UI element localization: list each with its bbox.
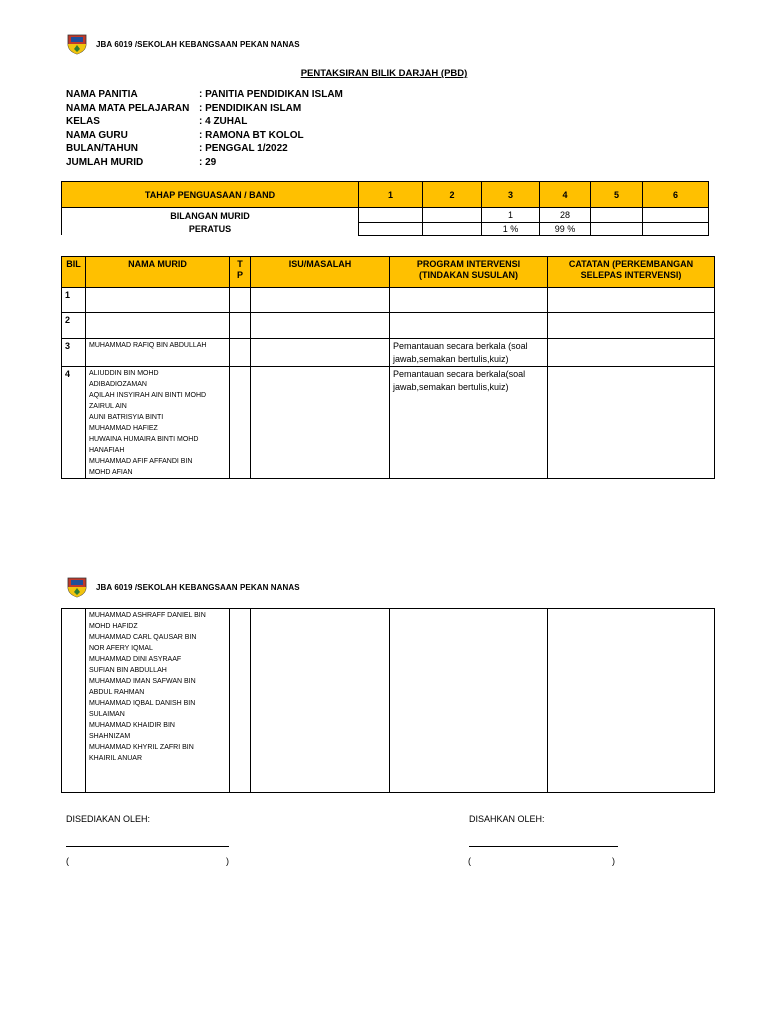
info-row	[66, 88, 343, 102]
student-table-continued	[61, 608, 715, 793]
info-block	[66, 88, 343, 169]
band-percent-cell	[359, 222, 423, 235]
row-tp	[230, 609, 251, 793]
prepared-by-signature-line	[66, 846, 229, 847]
col-tp-line2: P	[236, 270, 243, 280]
col-tp-line1: T	[237, 259, 243, 269]
row-label-bilangan: BILANGAN MURID	[62, 208, 359, 223]
col-program	[390, 257, 548, 288]
row-bil: 4	[62, 367, 86, 479]
school-crest-icon	[66, 576, 88, 598]
row-bil: 3	[62, 339, 86, 367]
row-isu	[251, 609, 390, 793]
row-names	[86, 339, 230, 367]
row-tp	[230, 367, 251, 479]
student-name: MOHD HAFIDZ	[89, 623, 138, 630]
row-catatan	[548, 288, 715, 313]
band-header: 6	[643, 182, 709, 208]
row-program	[390, 609, 548, 793]
info-label: JUMLAH MURID	[66, 156, 144, 168]
prepared-by-close-paren: )	[226, 856, 229, 866]
row-isu	[251, 367, 390, 479]
student-name: MUHAMMAD KHAIDIR BIN	[89, 722, 175, 729]
info-label: BULAN/TAHUN	[66, 143, 139, 154]
info-value: : 29	[199, 156, 217, 168]
col-nama: NAMA MURID	[86, 257, 230, 288]
student-name: MUHAMMAD IMAN SAFWAN BIN	[89, 678, 196, 685]
student-table	[61, 256, 715, 479]
student-name: MUHAMMAD AFIF AFFANDI BIN	[89, 458, 193, 465]
row-bil: 2	[62, 313, 86, 339]
row-program	[390, 288, 548, 313]
info-row	[66, 102, 343, 116]
student-name: SULAIMAN	[89, 711, 125, 718]
page-header-1	[66, 33, 300, 55]
col-isu: ISU/MASALAH	[251, 257, 390, 288]
band-header: 5	[591, 182, 643, 208]
prepared-by-open-paren: (	[66, 856, 69, 866]
student-name: ZAIRUL AIN	[89, 403, 127, 410]
info-label: KELAS	[66, 116, 100, 127]
row-program: Pemantauan secara berkala(soal jawab,semakan bertulis,kuiz)	[390, 367, 548, 479]
row-catatan	[548, 367, 715, 479]
info-row	[66, 142, 343, 156]
info-value: : PENGGAL 1/2022	[199, 143, 288, 154]
band-percent-cell	[423, 222, 482, 235]
info-row	[66, 129, 343, 143]
student-name: ABDUL RAHMAN	[89, 689, 145, 696]
student-name: MUHAMMAD CARL QAUSAR BIN	[89, 634, 197, 641]
band-header: 2	[423, 182, 482, 208]
info-label: NAMA MATA PELAJARAN	[66, 102, 190, 114]
row-catatan	[548, 313, 715, 339]
student-name: NOR AFERY IQMAL	[89, 645, 153, 652]
col-bil: BIL	[62, 257, 86, 288]
approved-by-signature-line	[469, 846, 618, 847]
col-catatan-line1: CATATAN (PERKEMBANGAN	[568, 259, 694, 269]
student-name: MUHAMMAD KHYRIL ZAFRI BIN	[89, 744, 194, 751]
band-count-cell: 28	[540, 208, 591, 223]
col-tp	[230, 257, 251, 288]
student-name: SUFIAN BIN ABDULLAH	[89, 667, 167, 674]
approved-by-open-paren: (	[468, 856, 471, 866]
row-program	[390, 313, 548, 339]
col-program-line2: (TINDAKAN SUSULAN)	[419, 270, 518, 280]
info-value: : 4 ZUHAL	[199, 116, 248, 127]
band-header: 4	[540, 182, 591, 208]
info-value: : RAMONA BT KOLOL	[199, 129, 304, 141]
table-row	[62, 367, 715, 479]
band-count-cell	[591, 208, 643, 223]
student-name: MUHAMMAD ASHRAFF DANIEL BIN	[89, 612, 206, 619]
school-name: JBA 6019 /SEKOLAH KEBANGSAAN PEKAN NANAS	[96, 582, 300, 592]
col-catatan-line2: SELEPAS INTERVENSI)	[580, 270, 682, 280]
table-row	[62, 313, 715, 339]
row-tp	[230, 288, 251, 313]
table-row	[62, 288, 715, 313]
page-header-2	[66, 576, 300, 598]
table-row	[62, 339, 715, 367]
row-tp	[230, 339, 251, 367]
student-name: AUNI BATRISYIA BINTI	[89, 414, 164, 421]
prepared-by-label: DISEDIAKAN OLEH:	[66, 814, 151, 824]
band-percent-cell: 99 %	[540, 222, 591, 235]
student-name: HANAFIAH	[89, 447, 125, 454]
row-label-peratus: PERATUS	[62, 222, 359, 235]
band-count-cell	[423, 208, 482, 223]
student-name: SHAHNIZAM	[89, 733, 131, 740]
student-name: KHAIRIL ANUAR	[89, 755, 143, 762]
row-catatan	[548, 609, 715, 793]
info-value: : PANITIA PENDIDIKAN ISLAM	[199, 89, 343, 100]
band-count-cell	[643, 208, 709, 223]
row-names	[86, 609, 230, 793]
row-catatan	[548, 339, 715, 367]
info-value: : PENDIDIKAN ISLAM	[199, 102, 302, 114]
approved-by-label: DISAHKAN OLEH:	[469, 814, 545, 824]
row-isu	[251, 313, 390, 339]
band-count-cell: 1	[482, 208, 540, 223]
band-header-label: TAHAP PENGUASAAN / BAND	[62, 182, 359, 208]
band-percent-cell	[591, 222, 643, 235]
info-label: NAMA GURU	[66, 129, 128, 141]
info-row	[66, 156, 343, 170]
info-row	[66, 115, 343, 129]
row-bil: 1	[62, 288, 86, 313]
student-name: MUHAMMAD HAFIEZ	[89, 425, 158, 432]
band-percent-cell	[643, 222, 709, 235]
student-name: MUHAMMAD IQBAL DANISH BIN	[89, 700, 196, 707]
row-names	[86, 288, 230, 313]
student-name: MUHAMMAD RAFIQ BIN ABDULLAH	[89, 342, 207, 349]
band-percent-cell: 1 %	[482, 222, 540, 235]
band-header: 1	[359, 182, 423, 208]
table-row	[62, 609, 715, 793]
band-count-cell	[359, 208, 423, 223]
band-table	[61, 181, 709, 236]
student-name: ADIBADIOZAMAN	[89, 381, 147, 388]
row-bil	[62, 609, 86, 793]
student-name: HUWAINA HUMAIRA BINTI MOHD	[89, 436, 199, 443]
row-tp	[230, 313, 251, 339]
student-name: MOHD AFIAN	[89, 469, 133, 476]
school-crest-icon	[66, 33, 88, 55]
row-isu	[251, 339, 390, 367]
info-label: NAMA PANITIA	[66, 89, 138, 100]
row-program: Pemantauan secara berkala (soal jawab,semakan bertulis,kuiz)	[390, 339, 548, 367]
col-catatan	[548, 257, 715, 288]
col-program-line1: PROGRAM INTERVENSI	[416, 259, 521, 269]
row-isu	[251, 288, 390, 313]
student-name: ALIUDDIN BIN MOHD	[89, 370, 159, 377]
student-name: AQILAH INSYIRAH AIN BINTI MOHD	[89, 392, 207, 399]
student-name: MUHAMMAD DINI ASYRAAF	[89, 656, 182, 663]
school-name: JBA 6019 /SEKOLAH KEBANGSAAN PEKAN NANAS	[96, 39, 300, 49]
approved-by-close-paren: )	[612, 856, 615, 866]
row-names	[86, 313, 230, 339]
row-names	[86, 367, 230, 479]
page-title: PENTAKSIRAN BILIK DARJAH (PBD)	[300, 68, 468, 79]
band-header: 3	[482, 182, 540, 208]
